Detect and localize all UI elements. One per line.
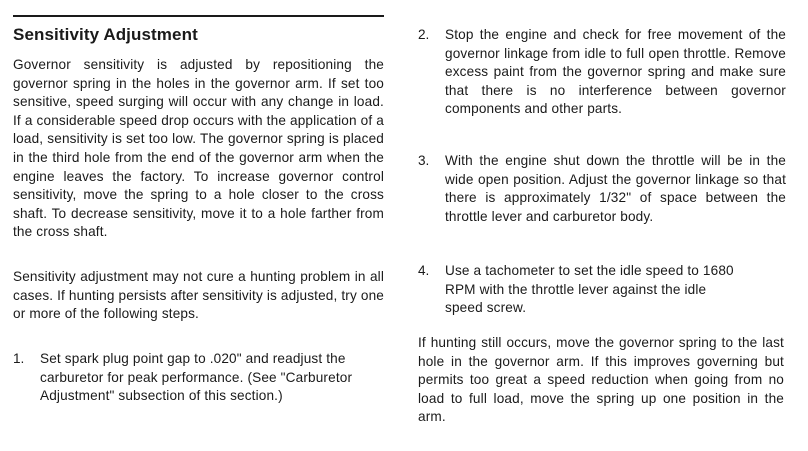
step-number: 4. bbox=[418, 263, 430, 278]
step-number: 2. bbox=[418, 27, 430, 42]
step-item-2 bbox=[418, 26, 786, 119]
paragraph-sensitivity-intro: Governor sensitivity is adjusted by repositioning the governor spring in the holes in the governor arm. If set too sensitive, speed surging will occur with any change in load. If a considerable speed drop occurs with the application of a load, sensitivity is set too low. The governor spring is placed in the third hole from the end of the governor arm when the engine leaves the factory. To increase governor control sensitivity, move the spring to a hole closer to the cross shaft. To decrease sensitivity, move it to a hole farther from the cross shaft. bbox=[13, 57, 384, 240]
step-item-3 bbox=[418, 152, 786, 226]
step-text: Stop the engine and check for free movement of the governor linkage from idle to full open throttle. Remove excess paint from the governor spring and make sure that there is no interference between governor components and other parts. bbox=[445, 27, 786, 117]
step-text: Set spark plug point gap to .020" and readjust the carburetor for peak performance. (See "Carburetor Adjustment" subsection of this section.) bbox=[40, 351, 353, 404]
step-item-1 bbox=[13, 350, 359, 406]
step-number: 3. bbox=[418, 153, 430, 168]
section-heading: Sensitivity Adjustment bbox=[13, 25, 198, 44]
step-text: Use a tachometer to set the idle speed to 1680 RPM with the throttle lever against the idle speed screw. bbox=[445, 263, 734, 316]
step-item-4 bbox=[418, 262, 786, 318]
step-text: With the engine shut down the throttle will be in the wide open position. Adjust the governor linkage so that there is approximately 1/32" of space between the throttle lever and carburetor body. bbox=[445, 153, 786, 224]
step-number: 1. bbox=[13, 351, 25, 366]
paragraph-hunting-still-occurs: If hunting still occurs, move the governor spring to the last hole in the governor arm. If this improves governing but permits too great a speed reduction when going from no load to full load, move the spring up one position in the arm. bbox=[418, 335, 784, 425]
paragraph-hunting-problem: Sensitivity adjustment may not cure a hunting problem in all cases. If hunting persists after sensitivity is adjusted, try one or more of the following steps. bbox=[13, 269, 384, 322]
top-rule-divider bbox=[13, 15, 384, 17]
